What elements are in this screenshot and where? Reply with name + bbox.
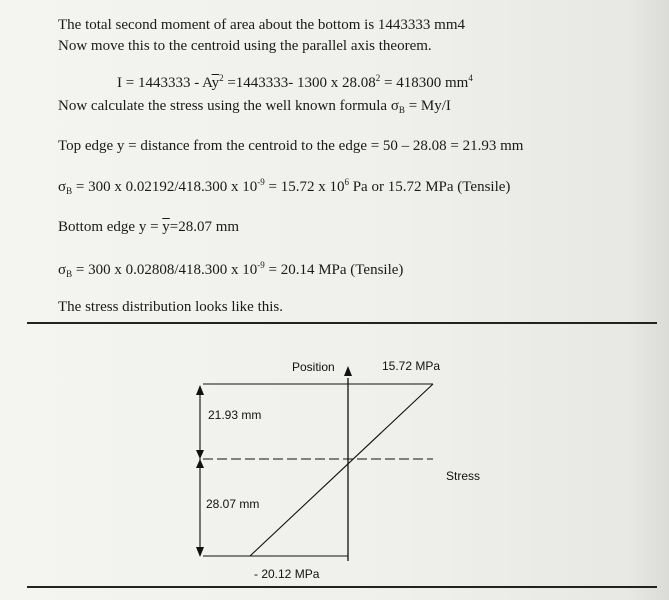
top-edge-line: Top edge y = distance from the centroid to the edge = 50 – 28.08 = 21.93 mm (58, 138, 524, 154)
stress-label: Stress (446, 469, 481, 483)
dim-arrow-bottom-icon (196, 547, 204, 557)
dim-arrow-mid-up-icon (196, 459, 204, 468)
position-label: Position (292, 360, 335, 374)
dim-arrow-mid-down-icon (196, 450, 204, 459)
top-stress-line: $\sigma_B = 300$ x 0.02192/418.300 x $10^{-9} = 15.72$ x $10^6$ Pa or 15.72 MPa (Tensile) (58, 177, 511, 196)
text-line-1: The total second moment of area about the bottom is 1443333 mm4 (58, 17, 465, 33)
dim-arrow-top-icon (196, 385, 204, 395)
bottom-divider (27, 586, 657, 588)
stress-distribution-line (250, 384, 433, 556)
bottom-stress-line: $\sigma_B = 300$ x 0.02808/418.300 x $10^{-9} = 20.14$ MPa (Tensile) (58, 260, 404, 279)
stress-formula-line: Now calculate the stress using the well known formula $\sigma_B = My/I$ (58, 98, 451, 115)
top-dimension-label: 21.93 mm (208, 408, 262, 422)
bottom-dimension-label: 28.07 mm (206, 497, 260, 511)
bottom-stress-label: - 20.12 MPa (254, 567, 320, 581)
position-arrow-icon (344, 366, 352, 376)
text-line-2: Now move this to the centroid using the parallel axis theorem. (58, 38, 432, 54)
text-line-9: The stress distribution looks like this. (58, 299, 283, 315)
parallel-axis-equation: $I = 1443333 - A\overline{y}^2 =1443333-$ 1300 x $28.08^2 = 418300$ $mm^4$ (117, 73, 473, 91)
bottom-edge-line: Bottom edge $y = \overline{y}=28.07$ mm (58, 219, 240, 235)
top-stress-label: 15.72 MPa (382, 359, 441, 373)
